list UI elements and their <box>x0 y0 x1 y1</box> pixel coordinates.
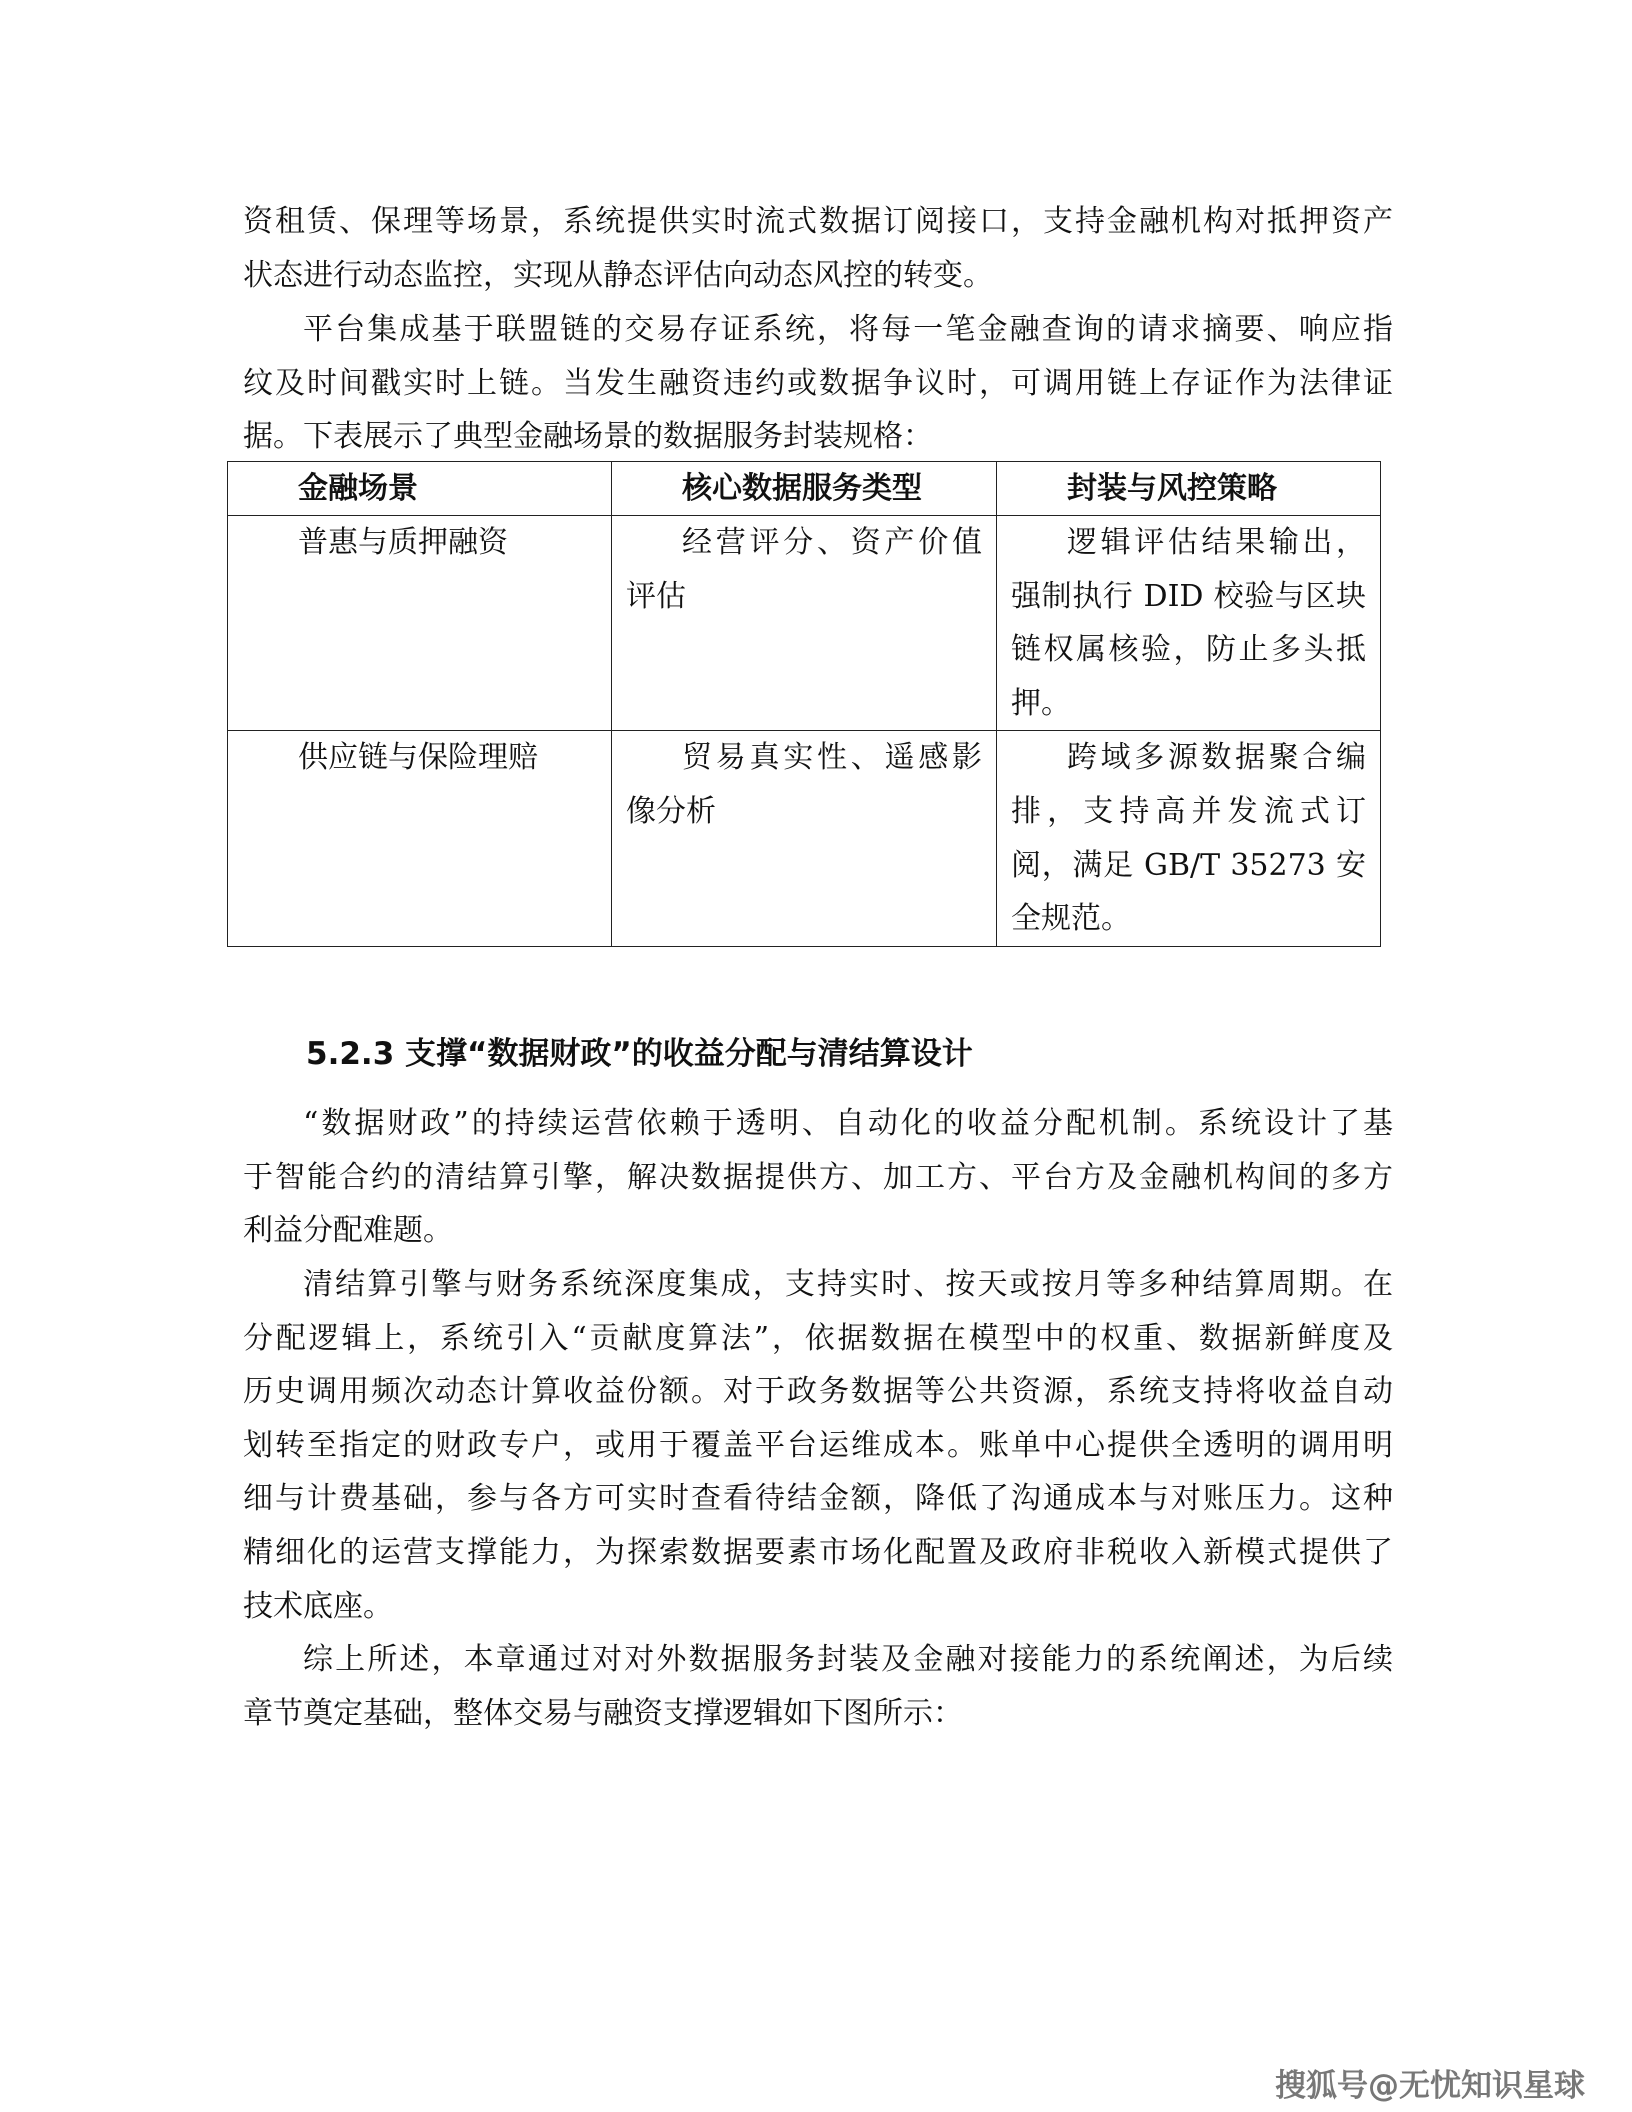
text-line: 资租赁、保理等场景，系统提供实时流式数据订阅接口，支持金融机构对抵押资产 <box>243 204 1393 239</box>
cell-line: 跨域多源数据聚合编 <box>1067 740 1366 776</box>
text-line: 平台集成基于联盟链的交易存证系统，将每一笔金融查询的请求摘要、响应指 <box>303 312 1393 347</box>
text-line: 细与计费基础，参与各方可实时查看待结金额，降低了沟通成本与对账压力。这种 <box>243 1481 1393 1517</box>
cell-line: 全规范。 <box>1011 901 1131 937</box>
cell-line: 评估 <box>626 578 686 614</box>
paragraph-3 <box>243 1097 1393 1258</box>
table-cell-service <box>612 516 997 731</box>
text-line: 综上所述，本章通过对对外数据服务封装及金融对接能力的系统阐述，为后续 <box>303 1642 1393 1677</box>
cell-line: 排，支持高并发流式订 <box>1011 793 1366 829</box>
text-line: 划转至指定的财政专户，或用于覆盖平台运维成本。账单中心提供全透明的调用明 <box>243 1427 1393 1463</box>
text-line: 于智能合约的清结算引擎，解决数据提供方、加工方、平台方及金融机构间的多方 <box>243 1159 1393 1195</box>
text-line: 据。下表展示了典型金融场景的数据服务封装规格： <box>243 419 933 455</box>
table-cell-scenario: 普惠与质押融资 <box>228 516 612 731</box>
cell-line: 像分析 <box>626 793 716 829</box>
cell-line: 押。 <box>1011 685 1071 721</box>
table-header-row <box>228 462 1381 516</box>
cell-line: 链权属核验，防止多头抵 <box>1011 632 1366 668</box>
table-row <box>228 731 1381 946</box>
table-cell-strategy <box>997 516 1381 731</box>
table-header: 封装与风控策略 <box>997 462 1381 516</box>
text-line: 清结算引擎与财务系统深度集成，支持实时、按天或按月等多种结算周期。在 <box>303 1267 1393 1302</box>
finance-scenario-table <box>227 461 1381 947</box>
section-heading: 5.2.3 支撑“数据财政”的收益分配与清结算设计 <box>306 1036 973 1072</box>
paragraph-5 <box>243 1633 1393 1740</box>
text-line: 历史调用频次动态计算收益份额。对于政务数据等公共资源，系统支持将收益自动 <box>243 1374 1393 1410</box>
paragraph-1 <box>243 195 1393 302</box>
text-line: 分配逻辑上，系统引入“贡献度算法”，依据数据在模型中的权重、数据新鲜度及 <box>243 1320 1393 1356</box>
paragraph-2 <box>243 303 1393 464</box>
table-cell-service <box>612 731 997 946</box>
cell-line: 逻辑评估结果输出， <box>1067 525 1366 560</box>
table-cell-strategy <box>997 731 1381 946</box>
cell-line: 贸易真实性、遥感影 <box>682 740 982 776</box>
text-line: 技术底座。 <box>243 1588 393 1624</box>
text-line: 利益分配难题。 <box>243 1213 453 1249</box>
text-line: 章节奠定基础，整体交易与融资支撑逻辑如下图所示： <box>243 1695 963 1731</box>
text-line: “数据财政”的持续运营依赖于透明、自动化的收益分配机制。系统设计了基 <box>303 1106 1393 1141</box>
paragraph-4 <box>243 1258 1393 1633</box>
cell-line: 强制执行 DID 校验与区块 <box>1011 578 1366 614</box>
watermark: 搜狐号@无忧知识星球 <box>1275 2068 1585 2104</box>
table-cell-scenario: 供应链与保险理赔 <box>228 731 612 946</box>
cell-line: 经营评分、资产价值 <box>682 525 982 560</box>
table-row <box>228 516 1381 731</box>
cell-line: 阅，满足 GB/T 35273 安 <box>1011 847 1366 883</box>
text-line: 状态进行动态监控，实现从静态评估向动态风控的转变。 <box>243 257 993 293</box>
text-line: 纹及时间戳实时上链。当发生融资违约或数据争议时，可调用链上存证作为法律证 <box>243 365 1393 401</box>
text-line: 精细化的运营支撑能力，为探索数据要素市场化配置及政府非税收入新模式提供了 <box>243 1534 1393 1570</box>
table-header: 金融场景 <box>228 462 612 516</box>
table-header: 核心数据服务类型 <box>612 462 997 516</box>
